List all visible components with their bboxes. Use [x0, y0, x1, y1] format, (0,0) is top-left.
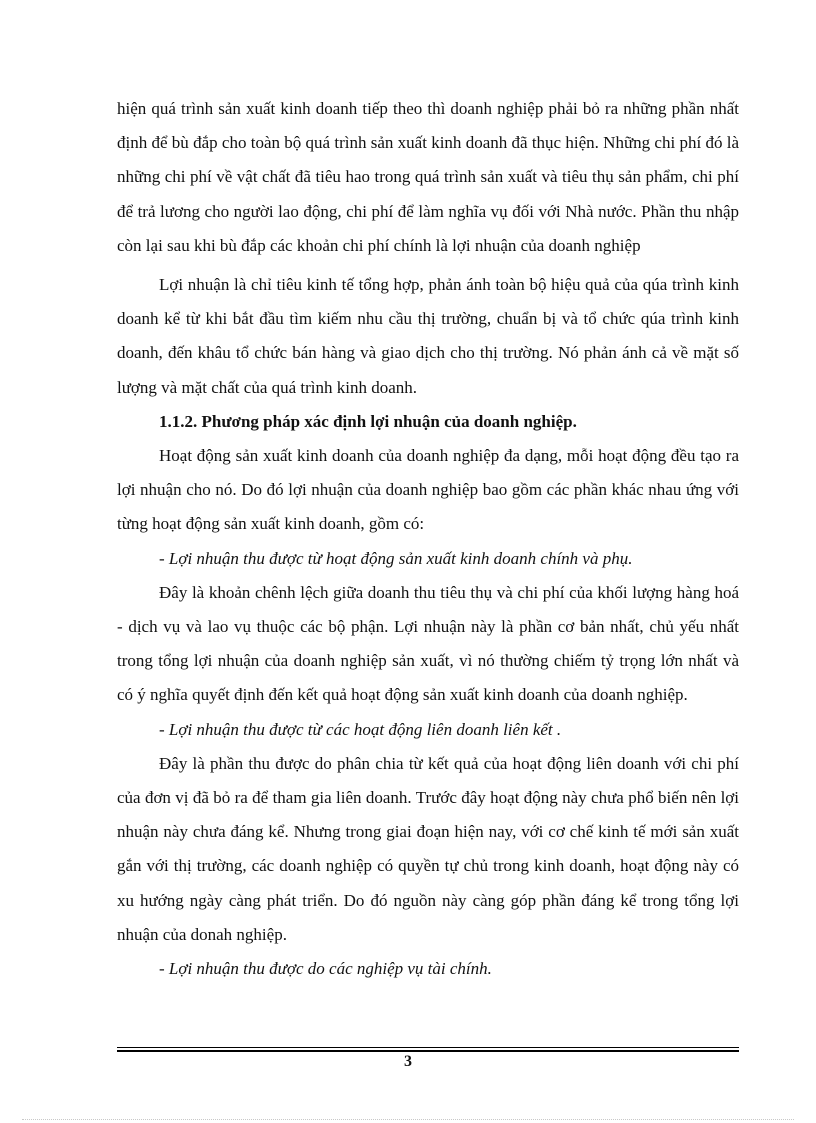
section-heading: 1.1.2. Phương pháp xác định lợi nhuận của doanh nghiệp. [159, 411, 577, 431]
paragraph-joint-venture: Đây là phần thu được do phân chia từ kết quả của hoạt động liên doanh với chi phí của đơn vị đã bỏ ra để tham gia liên doanh. Trước đây hoạt động này chưa phổ biến nên lợi nhuận này chưa đáng kể. Nhưng trong giai đoạn hiện nay, với cơ chế kinh tế mới sản xuất gắn với thị trường, các doanh nghiệp có quyền tự chủ trong kinh doanh, hoạt động này có xu hướng ngày càng phát triển. Do đó nguồn này càng góp phần đáng kể trong tổng lợi nhuận của donah nghiệp. [117, 753, 739, 944]
body-text [117, 92, 739, 986]
paragraph-activities: Hoạt động sản xuất kinh doanh của doanh nghiệp đa dạng, mỗi hoạt động đều tạo ra lợi nhuận cho nó. Do đó lợi nhuận của doanh nghiệp bao gồm các phần khác nhau ứng với từng hoạt động sản xuất kinh doanh, gồm có: [117, 446, 739, 534]
list-item-financial-profit: - Lợi nhuận thu được do các nghiệp vụ tài chính. [159, 959, 492, 979]
list-item-joint-venture-profit: - Lợi nhuận thu được từ các hoạt động liên doanh liên kết . [159, 719, 562, 739]
list-item-main-business-profit: - Lợi nhuận thu được từ hoạt động sản xuất kinh doanh chính và phụ. [159, 548, 633, 568]
footer-divider-thick [117, 1050, 739, 1052]
page-boundary [22, 1119, 794, 1120]
paragraph-profit-definition: Lợi nhuận là chỉ tiêu kinh tế tổng hợp, phản ánh toàn bộ hiệu quả của qúa trình kinh doanh kể từ khi bắt đầu tìm kiếm nhu cầu thị trường, chuẩn bị và tổ chức qúa trình kinh doanh, đến khâu tổ chức bán hàng và giao dịch cho thị trường. Nó phản ánh cả về mặt số lượng và mặt chất của quá trình kinh doanh. [117, 275, 739, 397]
footer-divider [117, 1047, 739, 1048]
paragraph-main-business: Đây là khoản chênh lệch giữa doanh thu tiêu thụ và chi phí của khối lượng hàng hoá - dịch vụ và lao vụ thuộc các bộ phận. Lợi nhuận này là phần cơ bản nhất, chủ yếu nhất trong tổng lợi nhuận của doanh nghiệp sản xuất, vì nó thường chiếm tỷ trọng lớn nhất và có ý nghĩa quyết định đến kết quả hoạt động sản xuất kinh doanh của doanh nghiệp. [117, 582, 739, 705]
page-number: 3 [404, 1053, 412, 1070]
paragraph-continuation: hiện quá trình sản xuất kinh doanh tiếp theo thì doanh nghiệp phải bỏ ra những phần nhất định để bù đắp cho toàn bộ quá trình sản xuất kinh doanh đã thục hiện. Những chi phí đó là những chi phí về vật chất đã tiêu hao trong quá trình sản xuất và tiêu thụ sản phẩm, chi phí để trả lương cho người lao động, chi phí để làm nghĩa vụ đối với Nhà nước. Phần thu nhập còn lại sau khi bù đắp các khoản chi phí chính là lợi nhuận của doanh nghiệp [117, 99, 739, 255]
